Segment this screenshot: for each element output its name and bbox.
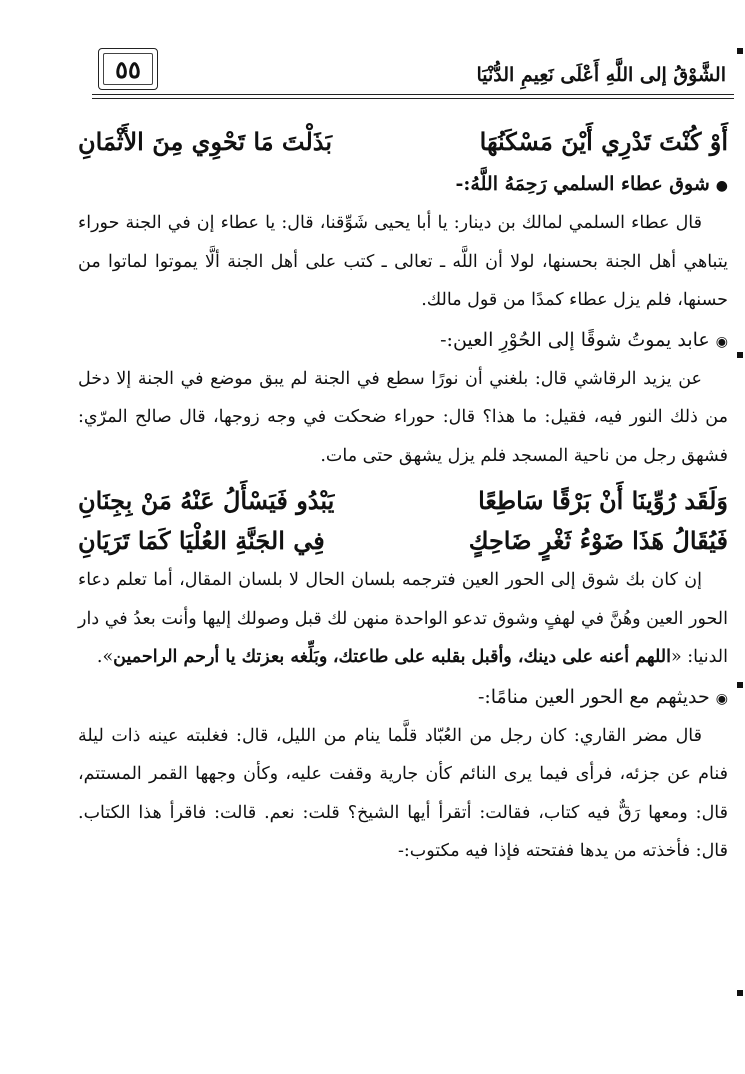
verse-first-hemistich: وَلَقَد رُوِّينَا أَنْ بَرْقًا سَاطِعًا xyxy=(478,486,728,515)
page-header xyxy=(92,42,734,102)
page-body xyxy=(78,118,728,871)
text-line: زوجها، قال صالح المرّي: فشهق رجل من ناحية المسجد فلم يزل يشهق حتى xyxy=(78,407,728,466)
dua-text: اللهم أعنه على دينك، وأقبل بقلبه على طاعتك، xyxy=(332,647,671,667)
text-line: مكتوب:- xyxy=(397,841,460,861)
text-line: تعلم دعاء الحور العين وهُنَّ في لهفٍ وشوق تدعو الواحدة منهن لك قبل وصولك xyxy=(78,570,728,629)
paragraph xyxy=(78,360,728,476)
margin-mark xyxy=(737,682,743,688)
verse-second-hemistich: يَبْدُو فَيَسْأَلُ عَنْهُ مَنْ بِجِنَانِ xyxy=(78,486,335,515)
verse-first-hemistich: فَيُقَالُ هَذَا ضَوْءُ ثَغْرٍ ضَاحِكٍ xyxy=(468,526,728,555)
margin-mark xyxy=(737,352,743,358)
margin-mark xyxy=(737,990,743,996)
text-line: إلا دخل من ذلك النور فيه، فقيل: ما هذا؟ قال: حوراء ضحكت في وجه xyxy=(78,368,728,427)
section-heading: ◉حديثهم مع الحور العين منامًا:- xyxy=(477,685,728,708)
bullet-icon: ◉ xyxy=(715,333,728,350)
section-heading: ◉عابد يموتُ شوقًا إلى الحُوْرِ العين:- xyxy=(440,328,728,351)
section-heading: ●شوق عطاء السلمي رَحِمَهُ اللَّهُ:- xyxy=(455,173,728,195)
poem-couplet xyxy=(78,481,728,561)
text-line: وجهها القمر المستتم، قال: ومعها رَقٌّ فيه كتاب، فقالت: أتقرأ أيها الشيخ؟ xyxy=(78,764,728,823)
running-title: الشَّوْقُ إلى اللَّهِ أَعْلَى نَعِيمِ الدُّنْيَا xyxy=(476,64,726,86)
bullet-icon: ◉ xyxy=(715,690,728,707)
text-line: ». xyxy=(96,647,114,667)
text-line: عن يزيد الرقاشي قال: بلغني أن نورًا سطع في الجنة لم يبق موضع في الجنة xyxy=(137,368,702,389)
paragraph xyxy=(78,717,728,871)
text-line: ألَّا يموتوا لماتوا من حسنها، فلم يزل عطاء كمدًا من قول مالك. xyxy=(78,251,728,310)
margin-mark xyxy=(737,48,743,54)
text-line: قال عطاء السلمي لمالك بن دينار: يا أبا يحيى شَوِّقنا، قال: يا عطاء إن في xyxy=(167,213,702,233)
paragraph xyxy=(78,204,728,320)
header-rule-thin xyxy=(92,98,734,99)
text-line: قلت: نعم. قالت: فاقرأ هذا الكتاب. قال: فأخذته من يدها ففتحته فإذا فيه xyxy=(78,802,728,861)
text-line: الجنة حوراء يتباهي أهل الجنة بحسنها، لولا أن اللَّه ـ تعالى ـ كتب على أهل الجنة xyxy=(78,213,728,272)
page-number-frame xyxy=(98,48,158,90)
text-line: قال مضر القاري: كان رجل من العُبّاد قلَّما ينام من الليل، قال: فغلبته عينه xyxy=(148,725,702,746)
text-line: إن كان بك شوق إلى الحور العين فترجمه بلسان الحال لا بلسان المقال، أما xyxy=(153,570,702,590)
verse-line xyxy=(78,122,728,162)
verse-line xyxy=(78,481,728,521)
text-line: ذات ليلة فنام عن جزئه، فرأى فيما يرى النائم كأن جارية وقفت عليه، وكأن xyxy=(78,725,728,784)
page-number: ٥٥ xyxy=(115,54,141,84)
header-rule xyxy=(92,94,734,95)
verse-first-hemistich: أَوْ كُنْتَ تَدْرِي أَيْنَ مَسْكَنُهَا xyxy=(479,127,728,156)
bullet-icon: ● xyxy=(715,178,728,194)
verse-second-hemistich: فِي الجَنَّةِ العُلْيَا كَمَا تَرَيَانِ xyxy=(78,526,325,555)
text-line: مات. xyxy=(320,445,358,466)
verse-line xyxy=(78,521,728,561)
dua-text: وبَلِّغه بعزتك يا أرحم الراحمين xyxy=(113,647,328,667)
paragraph xyxy=(78,561,728,677)
verse-second-hemistich: بَذَلْتَ مَا تَحْوِي مِنَ الأَثْمَانِ xyxy=(78,127,333,156)
text-line: إليها وأنت بعدُ في دار الدنيا: « xyxy=(78,608,728,667)
